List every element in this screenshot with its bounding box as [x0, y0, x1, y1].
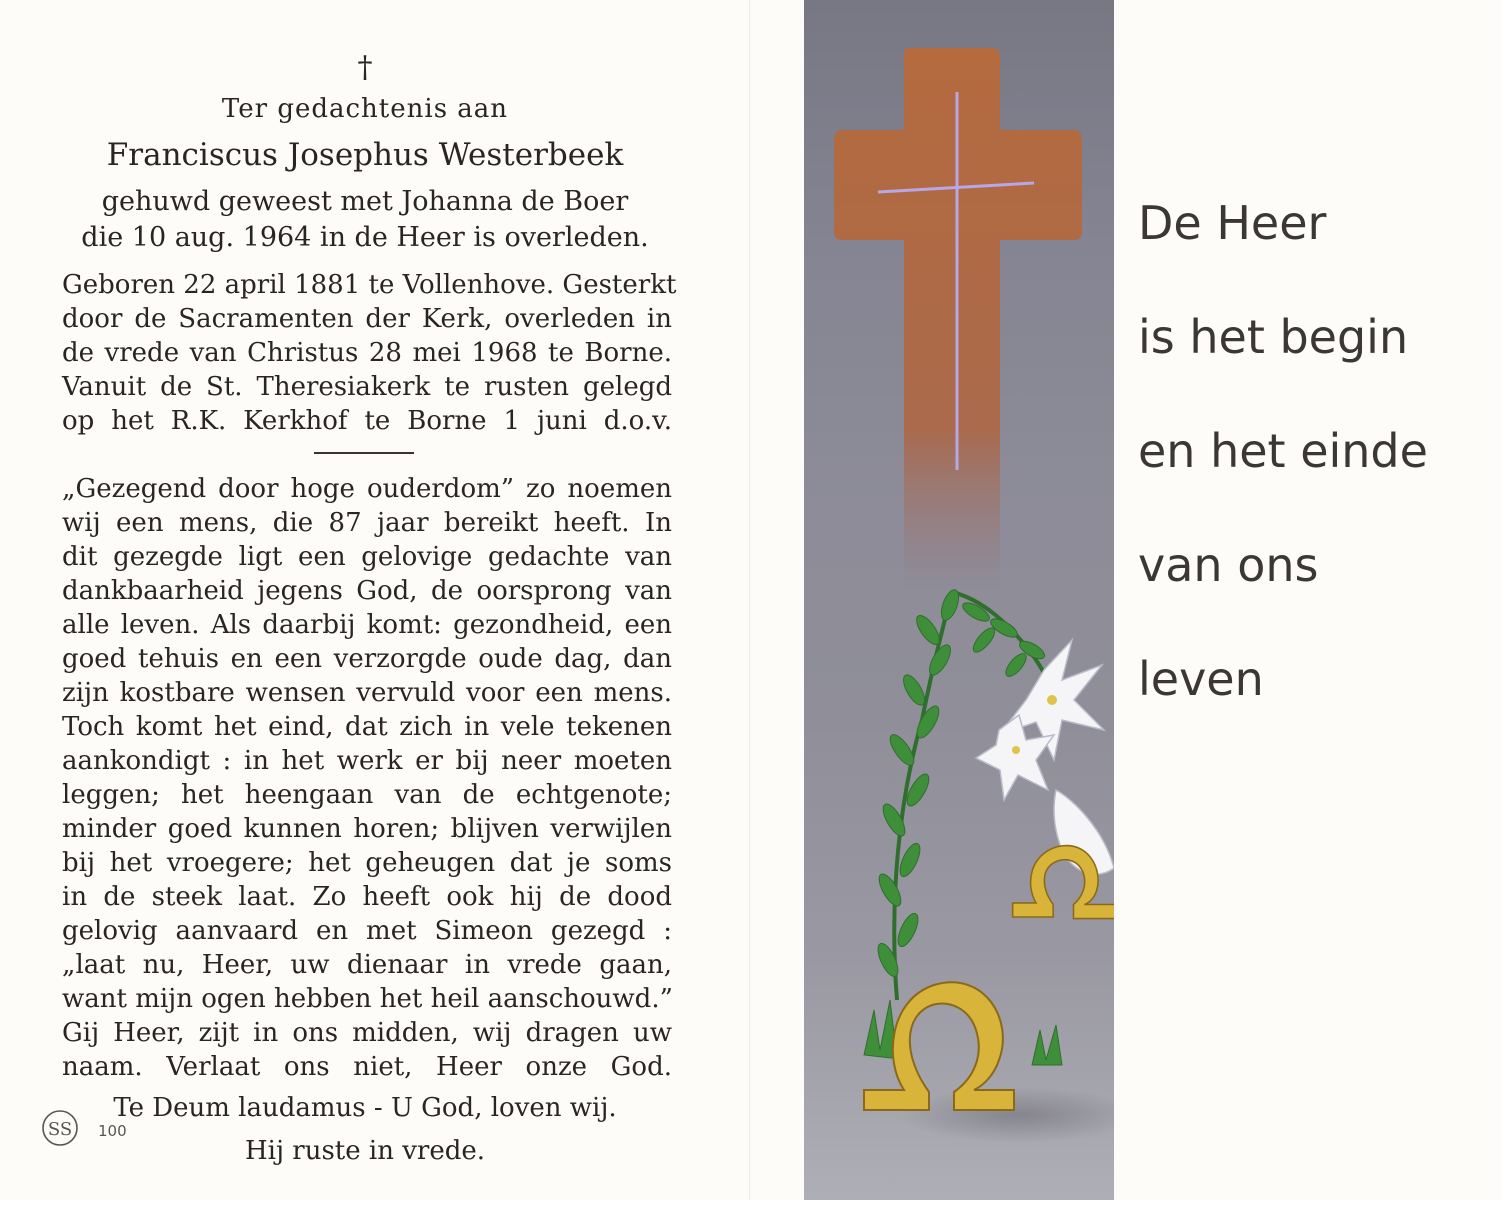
text-line: „Gezegend door hoge ouderdom” zo noemen: [62, 474, 672, 504]
text-line: goed tehuis en een verzorgde oude dag, dan: [62, 644, 672, 674]
spouse-line: gehuwd geweest met Johanna de Boer: [101, 186, 629, 217]
printer-logo-icon: [40, 1108, 80, 1148]
printer-number: 100: [98, 1122, 127, 1140]
motto-line: is het begin: [1138, 310, 1409, 364]
text-line: bij het vroegere; het geheugen dat je soms: [62, 848, 672, 878]
text-line: in de steek laat. Zo heeft ook hij de dood: [62, 882, 672, 912]
text-line: aankondigt : in het werk er bij neer moeten: [62, 746, 672, 776]
rest-in-peace-line: Hij ruste in vrede.: [244, 1136, 486, 1166]
spouse-death-line: die 10 aug. 1964 in de Heer is overleden.: [81, 222, 649, 253]
text-line: dit gezegde ligt een gelovige gedachte van: [62, 542, 672, 572]
bio-line: Vanuit de St. Theresiakerk te rusten gelegd: [62, 372, 672, 402]
text-line: want mijn ogen hebben het heil aanschouwd.”: [62, 984, 673, 1014]
left-page: [0, 0, 750, 1200]
deceased-name: Franciscus Josephus Westerbeek: [106, 137, 624, 173]
text-line: naam. Verlaat ons niet, Heer onze God.: [62, 1052, 672, 1082]
bio-line: door de Sacramenten der Kerk, overleden in: [62, 304, 672, 334]
bio-line: Geboren 22 april 1881 te Vollenhove. Gesterkt: [62, 270, 677, 300]
closing-line: Te Deum laudamus - U God, loven wij.: [113, 1093, 617, 1123]
text-line: Toch komt het eind, dat zich in vele tekenen: [62, 712, 672, 742]
cross-symbol: †: [357, 50, 373, 85]
omega-icon: [864, 846, 1114, 1110]
printer-mark: SS: [47, 1119, 73, 1140]
lily-flower-icon: [976, 640, 1114, 874]
cross-lily-illustration: [804, 0, 1114, 1200]
text-line: wij een mens, die 87 jaar bereikt heeft. In: [62, 508, 672, 538]
motto-line: leven: [1138, 652, 1264, 706]
text-line: zijn kostbare wensen vervuld voor een mens.: [62, 678, 672, 708]
text-line: minder goed kunnen horen; blijven verwijlen: [62, 814, 672, 844]
text-line: „laat nu, Heer, uw dienaar in vrede gaan,: [62, 950, 672, 980]
text-line: leggen; het heengaan van de echtgenote;: [62, 780, 672, 810]
motto-line: De Heer: [1138, 196, 1327, 250]
motto-line: van ons: [1138, 538, 1319, 592]
text-line: alle leven. Als daarbij komt: gezondheid, een: [62, 610, 672, 640]
text-line: gelovig aanvaard en met Simeon gezegd :: [62, 916, 672, 946]
memorial-heading: Ter gedachtenis aan: [221, 94, 509, 124]
section-divider: [314, 452, 414, 454]
illustration-panel: [804, 0, 1114, 1200]
bio-line: de vrede van Christus 28 mei 1968 te Borne.: [62, 338, 672, 368]
motto-line: en het einde: [1138, 424, 1428, 478]
text-line: dankbaarheid jegens God, de oorsprong van: [62, 576, 672, 606]
bio-line: op het R.K. Kerkhof te Borne 1 juni d.o.v.: [62, 406, 672, 436]
cross-icon: [834, 48, 1082, 590]
text-line: Gij Heer, zijt in ons midden, wij dragen uw: [62, 1018, 672, 1048]
